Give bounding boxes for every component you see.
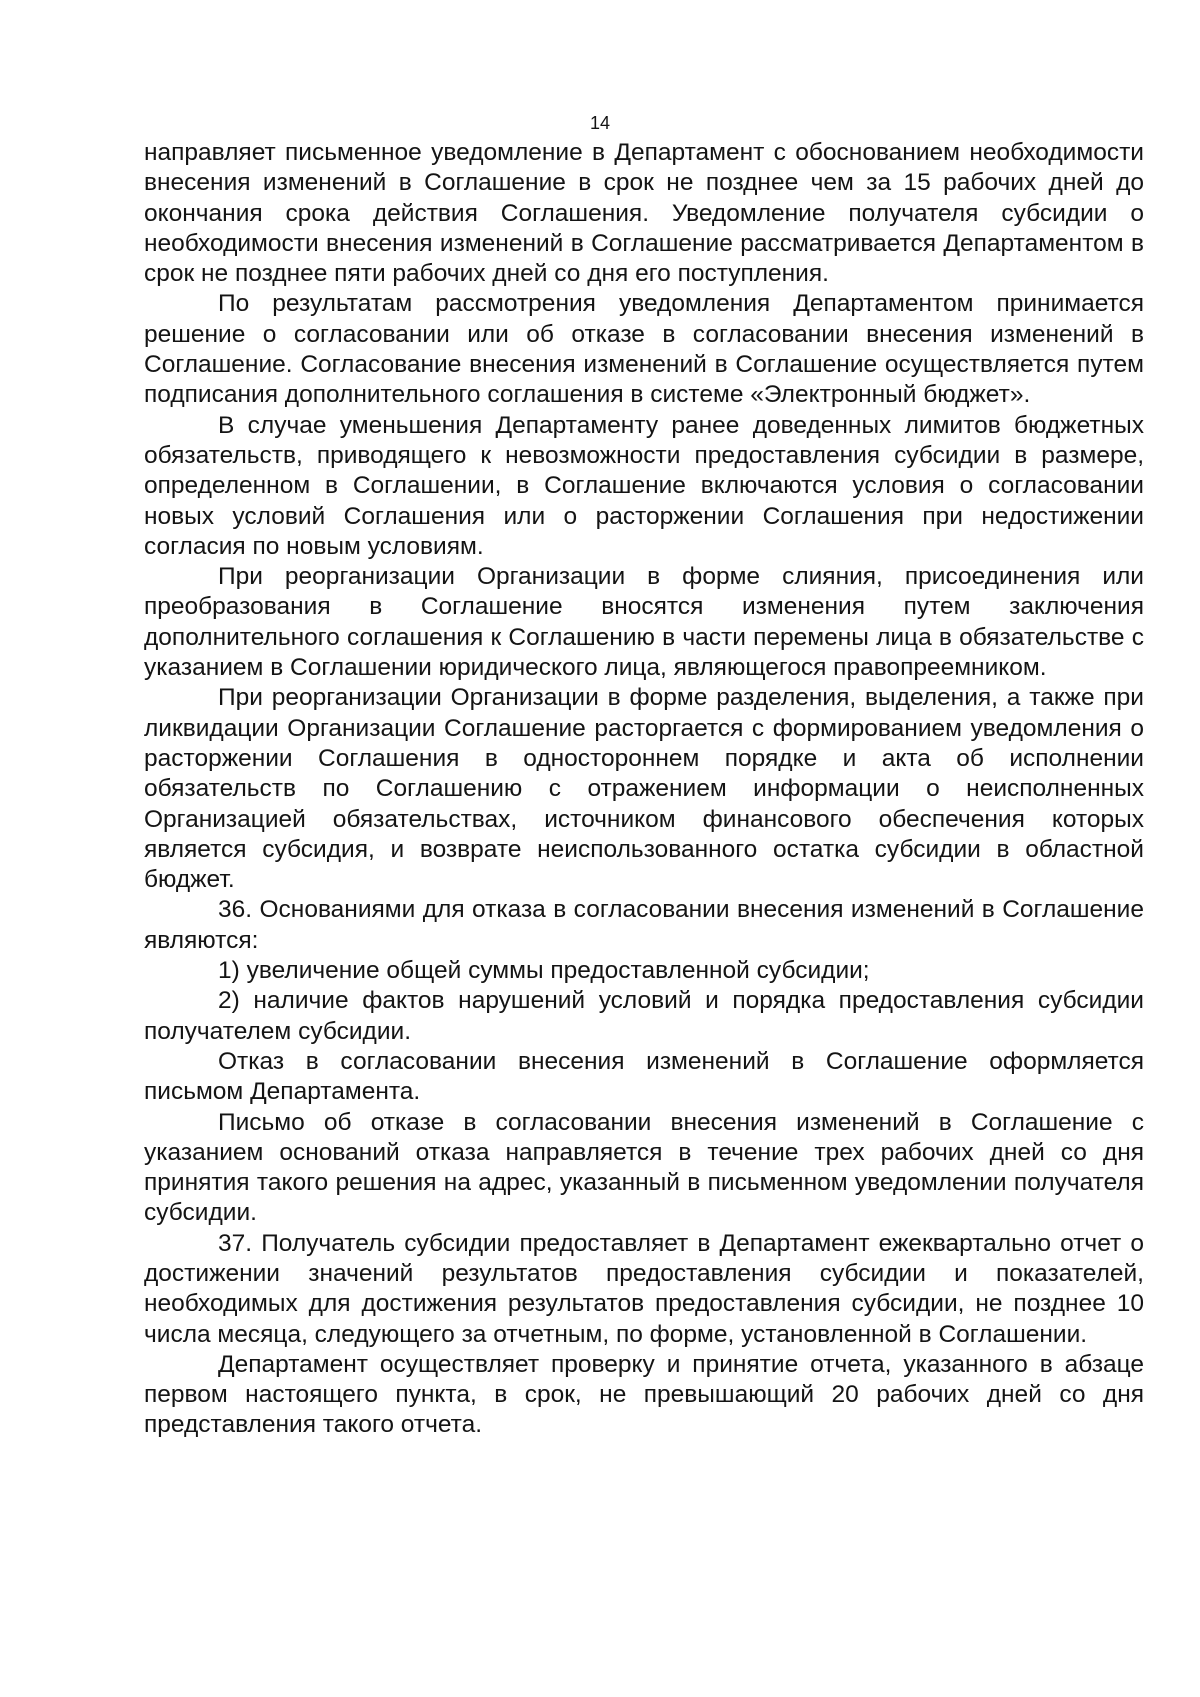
paragraph-limits-reduction: В случае уменьшения Департаменту ранее доведенных лимитов бюджетных обязательств, приводящего к невозможности предоставления субсидии в размере, определенном в Соглашении, в Соглашение включаются условия о согласовании новых условий Соглашения или о расторжении Соглашения при недостижении согласия по новым условиям. bbox=[144, 411, 1144, 560]
paragraph-item-37: 37. Получатель субсидии предоставляет в Департамент ежеквартально отчет о достижении значений результатов предоставления субсидии и показателей, необходимых для достижения результатов предоставления субсидии, не позднее 10 числа месяца, следующего за отчетным, по форме, установленной в Соглашении. bbox=[144, 1229, 1144, 1348]
paragraph-item-36-sub-1: 1) увеличение общей суммы предоставленной субсидии; bbox=[218, 957, 870, 985]
paragraph-refusal-letter: Письмо об отказе в согласовании внесения изменений в Соглашение с указанием оснований отказа направляется в течение трех рабочих дней со дня принятия такого решения на адрес, указанный в письменном уведомлении получателя субсидии. bbox=[144, 1108, 1144, 1227]
paragraph-reorganization-merger: При реорганизации Организации в форме слияния, присоединения или преобразования в Соглашение вносятся изменения путем заключения дополнительного соглашения к Соглашению в части перемены лица в обязательстве с указанием в Соглашении юридического лица, являющегося правопреемником. bbox=[144, 563, 1144, 682]
page-number: 14 bbox=[589, 113, 611, 133]
paragraph-review-results: По результатам рассмотрения уведомления Департаментом принимается решение о согласовании или об отказе в согласовании внесения изменений в Соглашение. Согласование внесения изменений в Соглашение осуществляется путем подписания дополнительного соглашения в системе «Электронный бюджет». bbox=[144, 290, 1144, 409]
paragraph-report-check: Департамент осуществляет проверку и принятие отчета, указанного в абзаце первом настоящего пункта, в срок, не превышающий 20 рабочих дней со дня представления такого отчета. bbox=[144, 1350, 1144, 1439]
paragraph-item-36: 36. Основаниями для отказа в согласовании внесения изменений в Соглашение являются: bbox=[144, 896, 1144, 954]
paragraph-refusal-form: Отказ в согласовании внесения изменений в Соглашение оформляется письмом Департамента. bbox=[144, 1047, 1144, 1106]
paragraph-item-36-sub-2: 2) наличие фактов нарушений условий и порядка предоставления субсидии получателем субсидии. bbox=[144, 987, 1144, 1045]
paragraph-reorganization-division: При реорганизации Организации в форме разделения, выделения, а также при ликвидации Организации Соглашение расторгается с формированием уведомления о расторжении Соглашения в одностороннем порядке и акта об исполнении обязательств по Соглашению с отражением информации о неисполненных Организацией обязательствах, источником финансового обеспечения которых является субсидия, и возврате неиспользованного остатка субсидии в областной бюджет. bbox=[144, 684, 1144, 894]
paragraph-notice-continuation: направляет письменное уведомление в Департамент с обоснованием необходимости внесения изменений в Соглашение в срок не позднее чем за 15 рабочих дней до окончания срока действия Соглашения. Уведомление получателя субсидии о необходимости внесения изменений в Соглашение рассматривается Департаментом в срок не позднее пяти рабочих дней со дня его поступления. bbox=[144, 139, 1144, 288]
document-body bbox=[144, 138, 1144, 1441]
